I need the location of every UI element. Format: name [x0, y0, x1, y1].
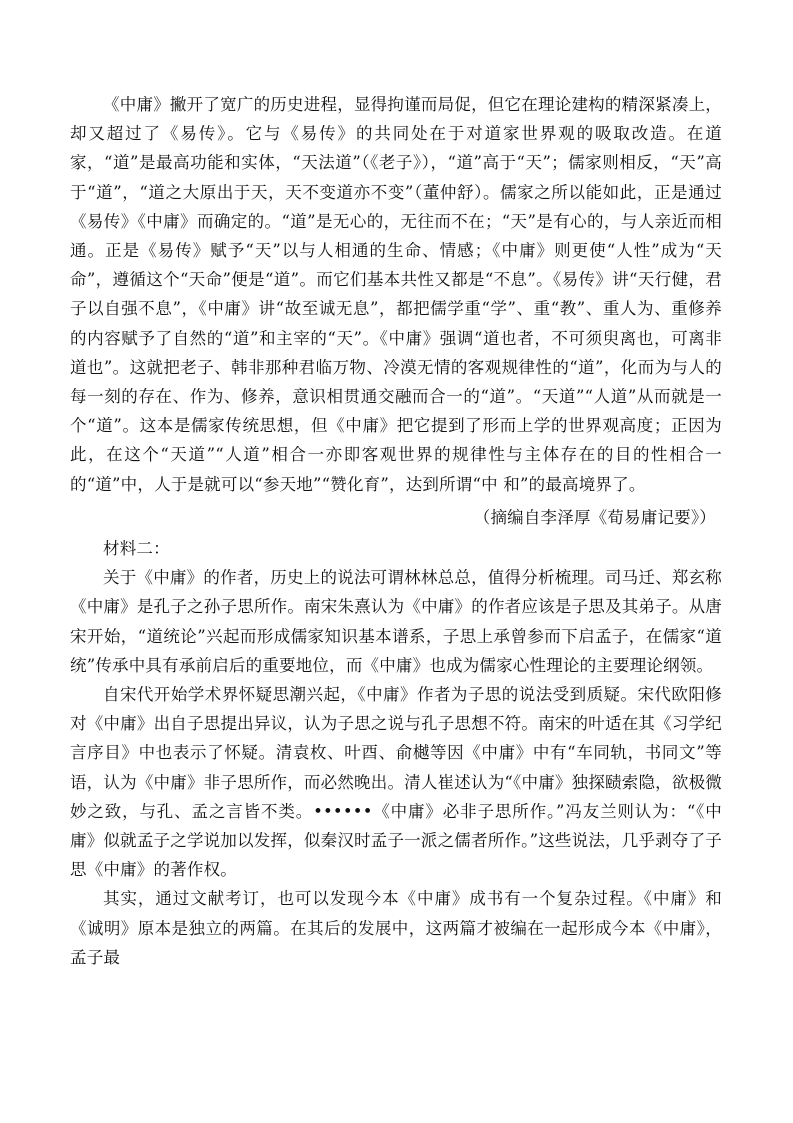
paragraph-2: 关于《中庸》的作者，历史上的说法可谓林林总总，值得分析梳理。司马迁、郑玄称《中庸》是孔子之孙子思所作。南宋朱熹认为《中庸》的作者应该是子思及其弟子。从唐宋开始，“道统论”兴起而形成儒家知识基本谱系，子思上承曾参而下启孟子，在儒家“道统”传承中具有承前启后的重要地位，而《中庸》也成为儒家心性理论的主要理论纲领。 — [70, 568, 722, 675]
material-heading: 材料二： — [103, 539, 170, 559]
paragraph-3: 自宋代开始学术界怀疑思潮兴起，《中庸》作者为子思的说法受到质疑。宋代欧阳修对《中庸》出自子思提出异议，认为子思之说与孔子思想不符。南宋的叶适在其《习学纪言序目》中也表示了怀疑。清袁枚、叶酉、俞樾等因《中庸》中有“车同轨，书同文”等语，认为《中庸》非子思所作，而必然晚出。清人崔述认为“《中庸》独探赜索隐，欲极微妙之致，与孔、孟之言皆不类。••••••《中庸》必非子思所作。”冯友兰则认为：“《中庸》似就孟子之学说加以发挥，似秦汉时孟子一派之儒者所作。”这些说法，几乎剥夺了子思《中庸》的著作权。 — [70, 685, 722, 880]
source-citation: （摘编自李泽厚《荀易庸记要》） — [473, 507, 716, 527]
paragraph-4: 其实，通过文献考订，也可以发现今本《中庸》成书有一个复杂过程。《中庸》和《诚明》原本是独立的两篇。在其后的发展中，这两篇才被编在一起形成今本《中庸》，孟子最 — [70, 889, 722, 967]
paragraph-1: 《中庸》撇开了宽广的历史进程，显得拘谨而局促，但它在理论建构的精深紧凑上，却又超过了《易传》。它与《易传》的共同处在于对道家世界观的吸取改造。在道家，“道”是最高功能和实体，“天法道”（《老子》），“道”高于“天”；儒家则相反，“天”高于“道”，“道之大原出于天，天不变道亦不变”（董仲舒）。儒家之所以能如此，正是通过《易传》《中庸》而确定的。“道”是无心的，无往而不在；“天”是有心的，与人亲近而相通。正是《易传》赋予“天”以与人相通的生命、情感；《中庸》则更使“人性”成为“天命”，遵循这个“天命”便是“道”。而它们基本共性又都是“不息”。《易传》讲“天行健，君子以自强不息”，《中庸》讲“故至诚无息”，都把儒学重“学”、重“教”、重人为、重修养的内容赋予了自然的“道”和主宰的“天”。《中庸》强调“道也者，不可须臾离也，可离非道也”。这就把老子、韩非那种君临万物、冷漠无情的客观规律性的“道”，化而为与人的每一刻的存在、作为、修养，意识相贯通交融而合一的“道”。“天道”“人道”从而就是一个“道”。这本是儒家传统思想，但《中庸》把它提到了形而上学的世界观高度；正因为此，在这个“天道”“人道”相合一亦即客观世界的规律性与主体存在的目的性相合一的“道”中，人于是就可以“参天地”“赞化育”，达到所谓“中 和”的最高境界了。 — [70, 95, 722, 494]
document-body — [70, 90, 722, 972]
